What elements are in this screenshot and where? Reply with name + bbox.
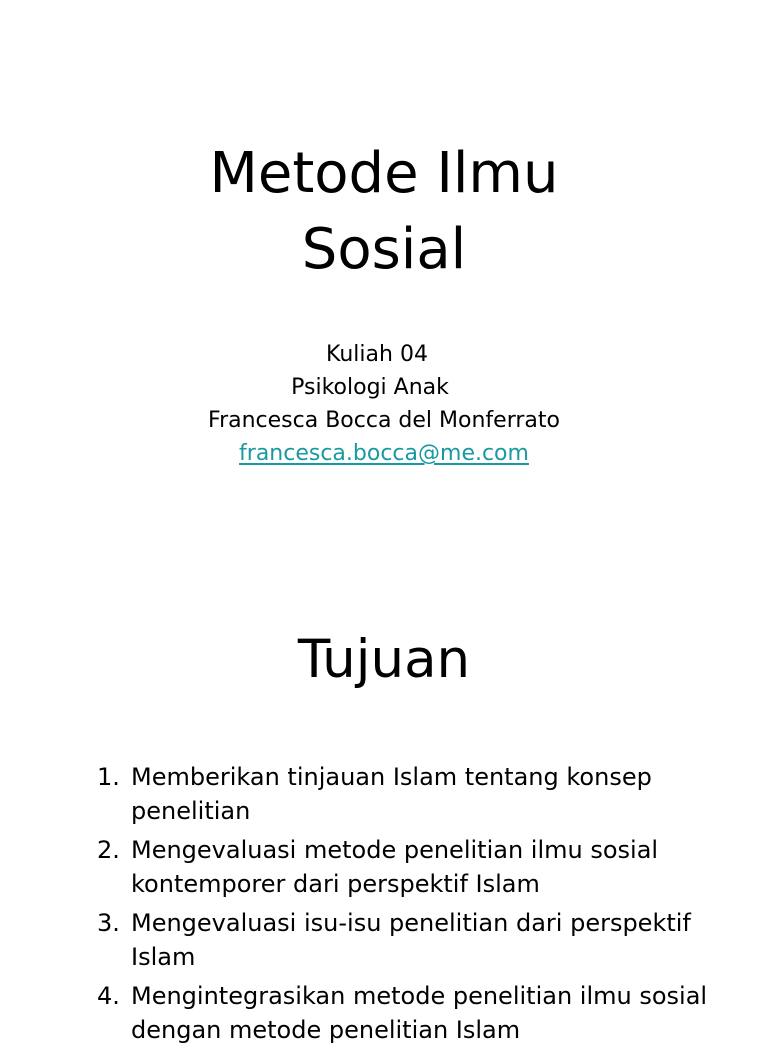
list-item (97, 906, 717, 974)
author-email-link[interactable]: francesca.bocca@me.com (239, 441, 529, 466)
list-item (97, 979, 717, 1047)
course-session: Kuliah 04 (326, 342, 428, 367)
slide-title-heading (0, 136, 768, 288)
author-name: Francesca Bocca del Monferrato (208, 408, 560, 433)
title-line-2: Sosial (301, 217, 467, 282)
list-item (97, 760, 717, 828)
list-item-number: 4. (97, 982, 120, 1010)
list-item (97, 833, 717, 901)
course-name: Psikologi Anak (291, 375, 449, 400)
title-line-1: Metode Ilmu (209, 141, 559, 206)
slide-subtitle (0, 338, 768, 470)
list-item-text: Mengevaluasi isu-isu penelitian dari perspektif Islam (131, 909, 691, 971)
list-item-text: Mengevaluasi metode penelitian ilmu sosial kontemporer dari perspektif Islam (131, 836, 659, 898)
objectives-list (97, 760, 717, 1052)
list-item-text: Mengintegrasikan metode penelitian ilmu sosial dengan metode penelitian Islam (131, 982, 708, 1044)
list-item-number: 1. (97, 763, 120, 791)
list-item-text: Memberikan tinjauan Islam tentang konsep penelitian (131, 763, 652, 825)
list-item-number: 2. (97, 836, 120, 864)
slide-objectives (0, 576, 768, 1044)
list-item-number: 3. (97, 909, 120, 937)
objectives-heading: Tujuan (297, 629, 471, 690)
